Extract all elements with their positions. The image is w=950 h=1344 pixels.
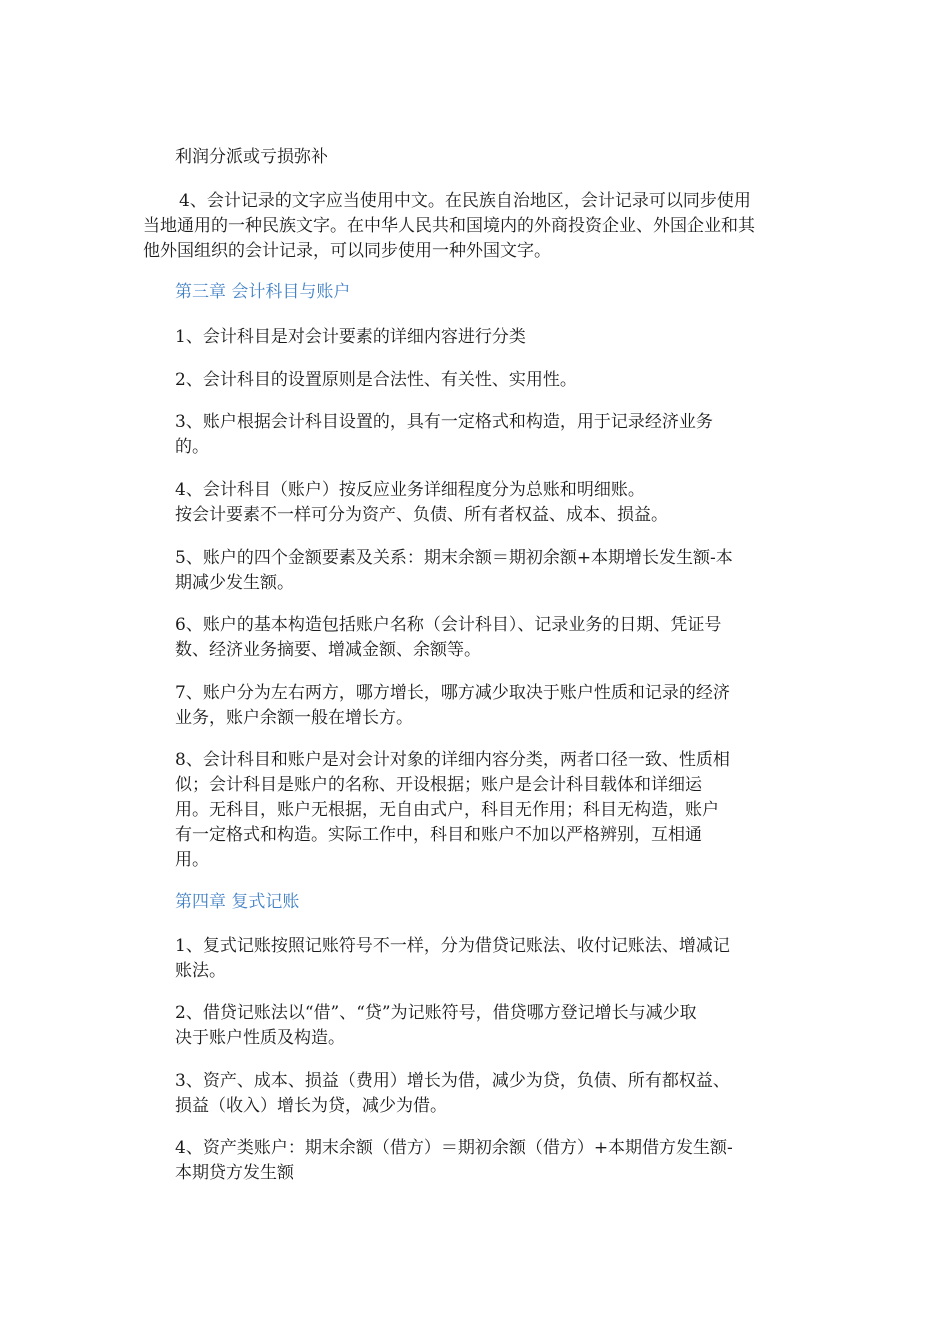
chapter-three-item-3: 3、账户根据会计科目设置的，具有一定格式和构造，用于记录经济业务 的。 — [175, 412, 713, 457]
chapter-three-item-6: 6、账户的基本构造包括账户名称（会计科目）、记录业务的日期、凭证号 数、经济业务摘要、增减金额、余额等。 — [175, 615, 722, 660]
chapter-three-item-7: 7、账户分为左右两方，哪方增长，哪方减少取决于账户性质和记录的经济 业务，账户余额一般在增长方。 — [175, 683, 730, 728]
chapter-three-item-5: 5、账户的四个金额要素及关系：期末余额＝期初余额+本期增长发生额-本 期减少发生额。 — [175, 548, 733, 593]
chapter-four-item-1: 1、复式记账按照记账符号不一样，分为借贷记账法、收付记账法、增减记 账法。 — [175, 936, 730, 981]
chapter-four-item-3: 3、资产、成本、损益（费用）增长为借，减少为贷，负债、所有都权益、 损益（收入）增长为贷，减少为借。 — [175, 1071, 730, 1116]
chapter-three-item-1: 1、会计科目是对会计要素的详细内容进行分类 — [175, 327, 526, 347]
paragraph-accounting-language: 4、会计记录的文字应当使用中文。在民族自治地区，会计记录可以同步使用 当地通用的一种民族文字。在中华人民共和国境内的外商投资企业、外国企业和其 他外国组织的会计记录，可以同步使用一种外国文字。 — [143, 191, 755, 261]
chapter-four-heading: 第四章 复式记账 — [175, 892, 300, 912]
chapter-three-item-8: 8、会计科目和账户是对会计对象的详细内容分类，两者口径一致、性质相 似；会计科目是账户的名称、开设根据；账户是会计科目载体和详细运 用。无科目，账户无根据，无自由式户，科目无作用；科目无构造，账户 有一定格式和构造。实际工作中，科目和账户不加以严格辨别，互相通 用。 — [175, 750, 730, 870]
chapter-three-item-2: 2、会计科目的设置原则是合法性、有关性、实用性。 — [175, 370, 577, 390]
chapter-three-heading: 第三章 会计科目与账户 — [175, 282, 351, 302]
chapter-three-item-4: 4、会计科目（账户）按反应业务详细程度分为总账和明细账。 按会计要素不一样可分为资产、负债、所有者权益、成本、损益。 — [175, 480, 668, 525]
chapter-four-item-4: 4、资产类账户：期末余额（借方）＝期初余额（借方）+本期借方发生额- 本期贷方发生额 — [175, 1138, 733, 1183]
paragraph-profit-distribution: 利润分派或亏损弥补 — [175, 147, 328, 167]
chapter-four-item-2: 2、借贷记账法以“借”、“贷”为记账符号，借贷哪方登记增长与减少取 决于账户性质及构造。 — [175, 1003, 697, 1048]
